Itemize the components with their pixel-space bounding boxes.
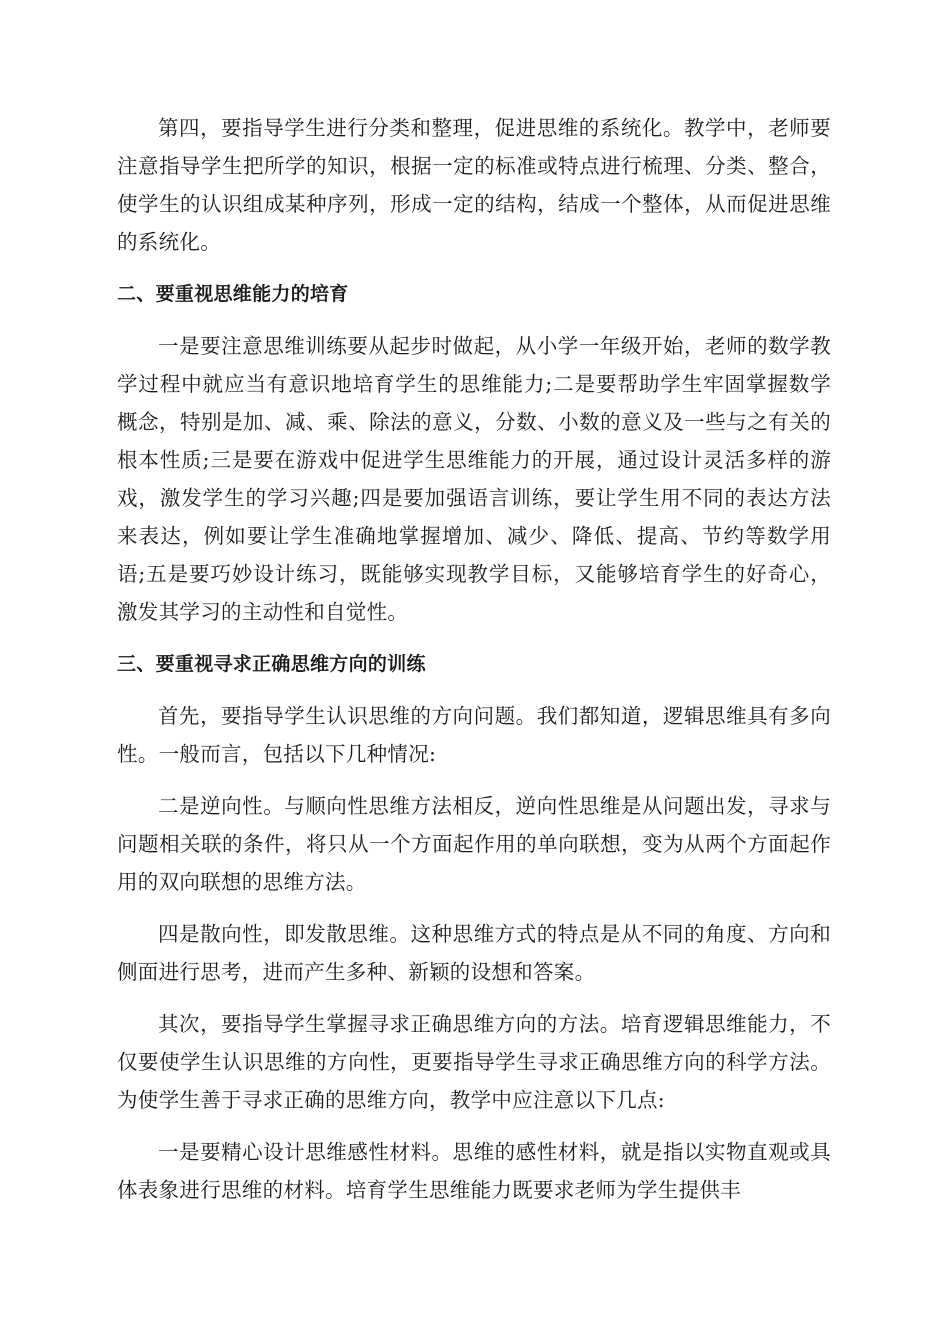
paragraph-methods: 其次，要指导学生掌握寻求正确思维方向的方法。培育逻辑思维能力，不仅要使学生认识思维的方向性，更要指导学生寻求正确思维方向的科学方法。为使学生善于寻求正确的思维方向，教学中应注意以下几点: — [117, 1012, 831, 1112]
paragraph-divergent-thinking: 四是散向性，即发散思维。这种思维方式的特点是从不同的角度、方向和侧面进行思考，进而产生多种、新颖的设想和答案。 — [117, 922, 831, 984]
section-heading-2: 二、要重视思维能力的培育 — [117, 283, 349, 305]
paragraph-classification: 第四，要指导学生进行分类和整理，促进思维的系统化。教学中，老师要注意指导学生把所学的知识，根据一定的标准或特点进行梳理、分类、整合，使学生的认识组成某种序列，形成一定的结构，结成一个整体，从而促进思维的系统化。 — [117, 116, 831, 254]
document-page — [117, 109, 831, 1223]
paragraph-perceptual-material: 一是要精心设计思维感性材料。思维的感性材料，就是指以实物直观或具体表象进行思维的材料。培育学生思维能力既要求老师为学生提供丰 — [117, 1140, 831, 1202]
paragraph-thinking-ability: 一是要注意思维训练要从起步时做起，从小学一年级开始，老师的数学教学过程中就应当有意识地培育学生的思维能力;二是要帮助学生牢固掌握数学概念，特别是加、减、乘、除法的意义，分数、小数的意义及一些与之有关的根本性质;三是要在游戏中促进学生思维能力的开展，通过设计灵活多样的游戏，激发学生的学习兴趣;四是要加强语言训练，要让学生用不同的表达方法来表达，例如要让学生准确地掌握增加、减少、降低、提高、节约等数学用语;五是要巧妙设计练习，既能够实现教学目标，又能够培育学生的好奇心，激发其学习的主动性和自觉性。 — [117, 334, 831, 624]
paragraph-reverse-thinking: 二是逆向性。与顺向性思维方法相反，逆向性思维是从问题出发，寻求与问题相关联的条件，将只从一个方面起作用的单向联想，变为从两个方面起作用的双向联想的思维方法。 — [117, 794, 831, 894]
section-heading-3: 三、要重视寻求正确思维方向的训练 — [117, 653, 426, 675]
paragraph-direction-problem: 首先，要指导学生认识思维的方向问题。我们都知道，逻辑思维具有多向性。一般而言，包括以下几种情况: — [117, 704, 831, 766]
